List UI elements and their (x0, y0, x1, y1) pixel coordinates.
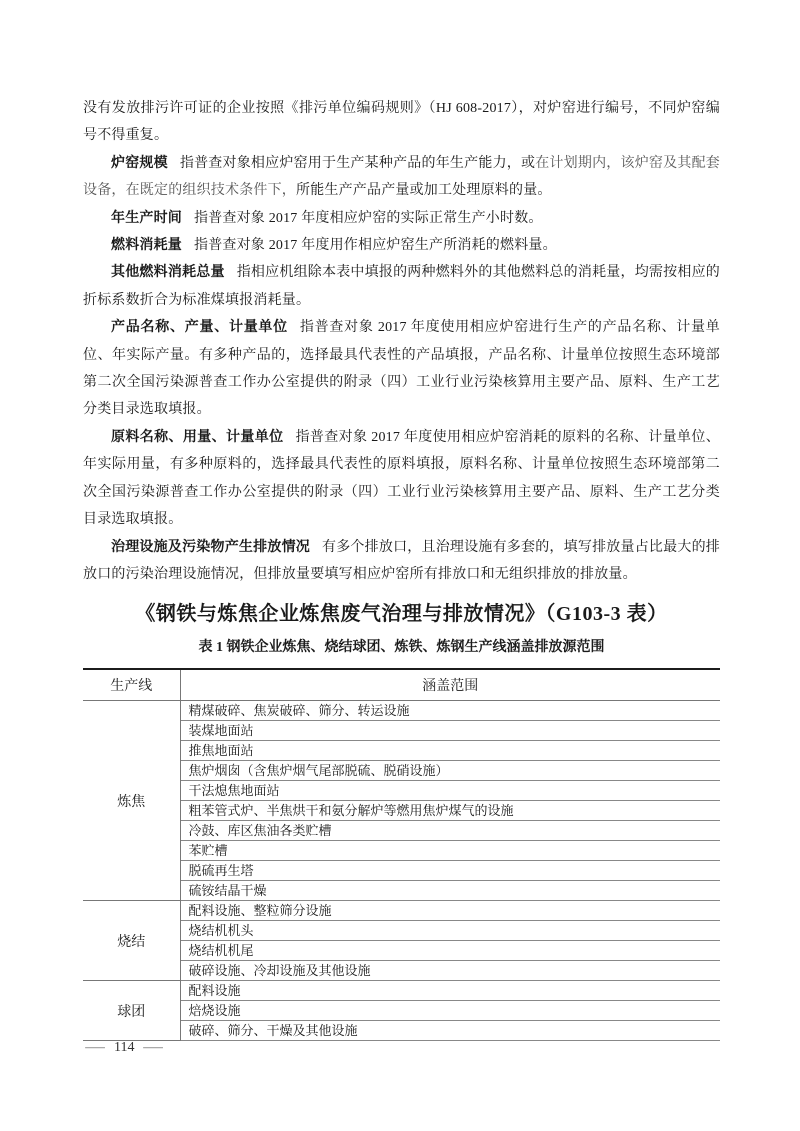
footer-dash-left: — (85, 1040, 105, 1055)
coverage-cell: 破碎设施、冷却设施及其他设施 (180, 961, 720, 981)
table-header-row (83, 669, 720, 701)
production-line-cell-coking: 炼焦 (83, 701, 180, 901)
coverage-cell: 烧结机机头 (180, 921, 720, 941)
term-annual-production-time: 年生产时间 (111, 210, 182, 226)
page-content (83, 95, 720, 1041)
coverage-cell: 脱硫再生塔 (180, 861, 720, 881)
page-footer (85, 1040, 164, 1056)
paragraph-permit-numbering (83, 95, 720, 150)
term-furnace-scale: 炉窑规模 (111, 155, 168, 171)
furnace-scale-body-light: 在计划期内，该炉窑及其配套设备，在既定的组织技术条件下， (83, 155, 720, 199)
permit-numbering-text: 没有发放排污许可证的企业按照《排污单位编码规则》（HJ 608-2017），对炉窑进行编号，不同炉窑编号不得重复。 (83, 101, 720, 144)
emission-source-coverage-table (83, 668, 720, 1041)
term-other-fuel-total: 其他燃料消耗总量 (111, 265, 225, 281)
other-fuel-total-body: 指相应机组除本表中填报的两种燃料外的其他燃料总的消耗量，均需按相应的折标系数折合为标准煤填报消耗量。 (83, 265, 720, 308)
coverage-cell: 焙烧设施 (180, 1001, 720, 1021)
production-line-cell-pellet: 球团 (83, 981, 180, 1041)
header-production-line: 生产线 (83, 669, 180, 701)
table-title: 表 1 钢铁企业炼焦、烧结球团、炼铁、炼钢生产线涵盖排放源范围 (198, 640, 605, 656)
fuel-consumption-body: 指普查对象 2017 年度用作相应炉窑生产所消耗的燃料量。 (194, 238, 557, 254)
coverage-cell: 冷鼓、库区焦油各类贮槽 (180, 821, 720, 841)
paragraph-furnace-scale (83, 150, 720, 205)
table-row (83, 901, 720, 921)
term-raw-material: 原料名称、用量、计量单位 (111, 429, 284, 445)
product-name-body: 指普查对象 2017 年度使用相应炉窑进行生产的产品名称、计量单位、年实际产量。有多种产品的，选择最具代表性的产品填报，产品名称、计量单位按照生态环境部第二次全国污染源普查工作办公室提供的附录（四）工业行业污染核算用主要产品、原料、生产工艺分类目录选取填报。 (83, 320, 720, 418)
paragraph-annual-production-time (83, 205, 720, 232)
coverage-cell: 焦炉烟囱（含焦炉烟气尾部脱硫、脱硝设施） (180, 761, 720, 781)
table-row (83, 701, 720, 721)
coverage-cell: 硫铵结晶干燥 (180, 881, 720, 901)
coverage-cell: 苯贮槽 (180, 841, 720, 861)
term-product-name: 产品名称、产量、计量单位 (111, 320, 288, 336)
annual-production-time-body: 指普查对象 2017 年度相应炉窑的实际正常生产小时数。 (194, 210, 543, 226)
paragraph-other-fuel-total (83, 259, 720, 314)
paragraph-fuel-consumption (83, 232, 720, 259)
term-fuel-consumption: 燃料消耗量 (111, 238, 182, 254)
footer-dash-right: — (143, 1040, 164, 1055)
coverage-cell: 装煤地面站 (180, 721, 720, 741)
furnace-scale-body-post: 所能生产产品产量或加工处理原料的量。 (296, 183, 552, 199)
coverage-cell: 配料设施 (180, 981, 720, 1001)
raw-material-body: 指普查对象 2017 年度使用相应炉窑消耗的原料的名称、计量单位、年实际用量，有多种原料的，选择最具代表性的原料填报，原料名称、计量单位按照生态环境部第二次全国污染源普查工作办公室提供的附录（四）工业行业污染核算用主要产品、原料、生产工艺分类目录选取填报。 (83, 429, 720, 528)
term-treatment-facility: 治理设施及污染物产生排放情况 (111, 539, 310, 555)
header-coverage-scope: 涵盖范围 (180, 669, 720, 701)
table-row (83, 981, 720, 1001)
paragraph-product-name (83, 314, 720, 424)
coverage-cell: 配料设施、整粒筛分设施 (180, 901, 720, 921)
paragraph-raw-material (83, 424, 720, 534)
coverage-cell: 破碎、筛分、干燥及其他设施 (180, 1021, 720, 1041)
coverage-cell: 烧结机机尾 (180, 941, 720, 961)
paragraph-treatment-facility (83, 534, 720, 589)
furnace-scale-body-pre: 指普查对象相应炉窑用于生产某种产品的年生产能力，或 (179, 155, 536, 171)
coverage-cell: 推焦地面站 (180, 741, 720, 761)
coverage-cell: 干法熄焦地面站 (180, 781, 720, 801)
coverage-cell: 粗苯管式炉、半焦烘干和氨分解炉等燃用焦炉煤气的设施 (180, 801, 720, 821)
section-heading: 《钢铁与炼焦企业炼焦废气治理与排放情况》（G103-3 表） (135, 603, 668, 626)
page-number: 114 (114, 1040, 135, 1055)
coverage-cell: 精煤破碎、焦炭破碎、筛分、转运设施 (180, 701, 720, 721)
treatment-facility-body: 有多个排放口，且治理设施有多套的，填写排放量占比最大的排放口的污染治理设施情况，但排放量要填写相应炉窑所有排放口和无组织排放的排放量。 (83, 539, 720, 582)
production-line-cell-sintering: 烧结 (83, 901, 180, 981)
